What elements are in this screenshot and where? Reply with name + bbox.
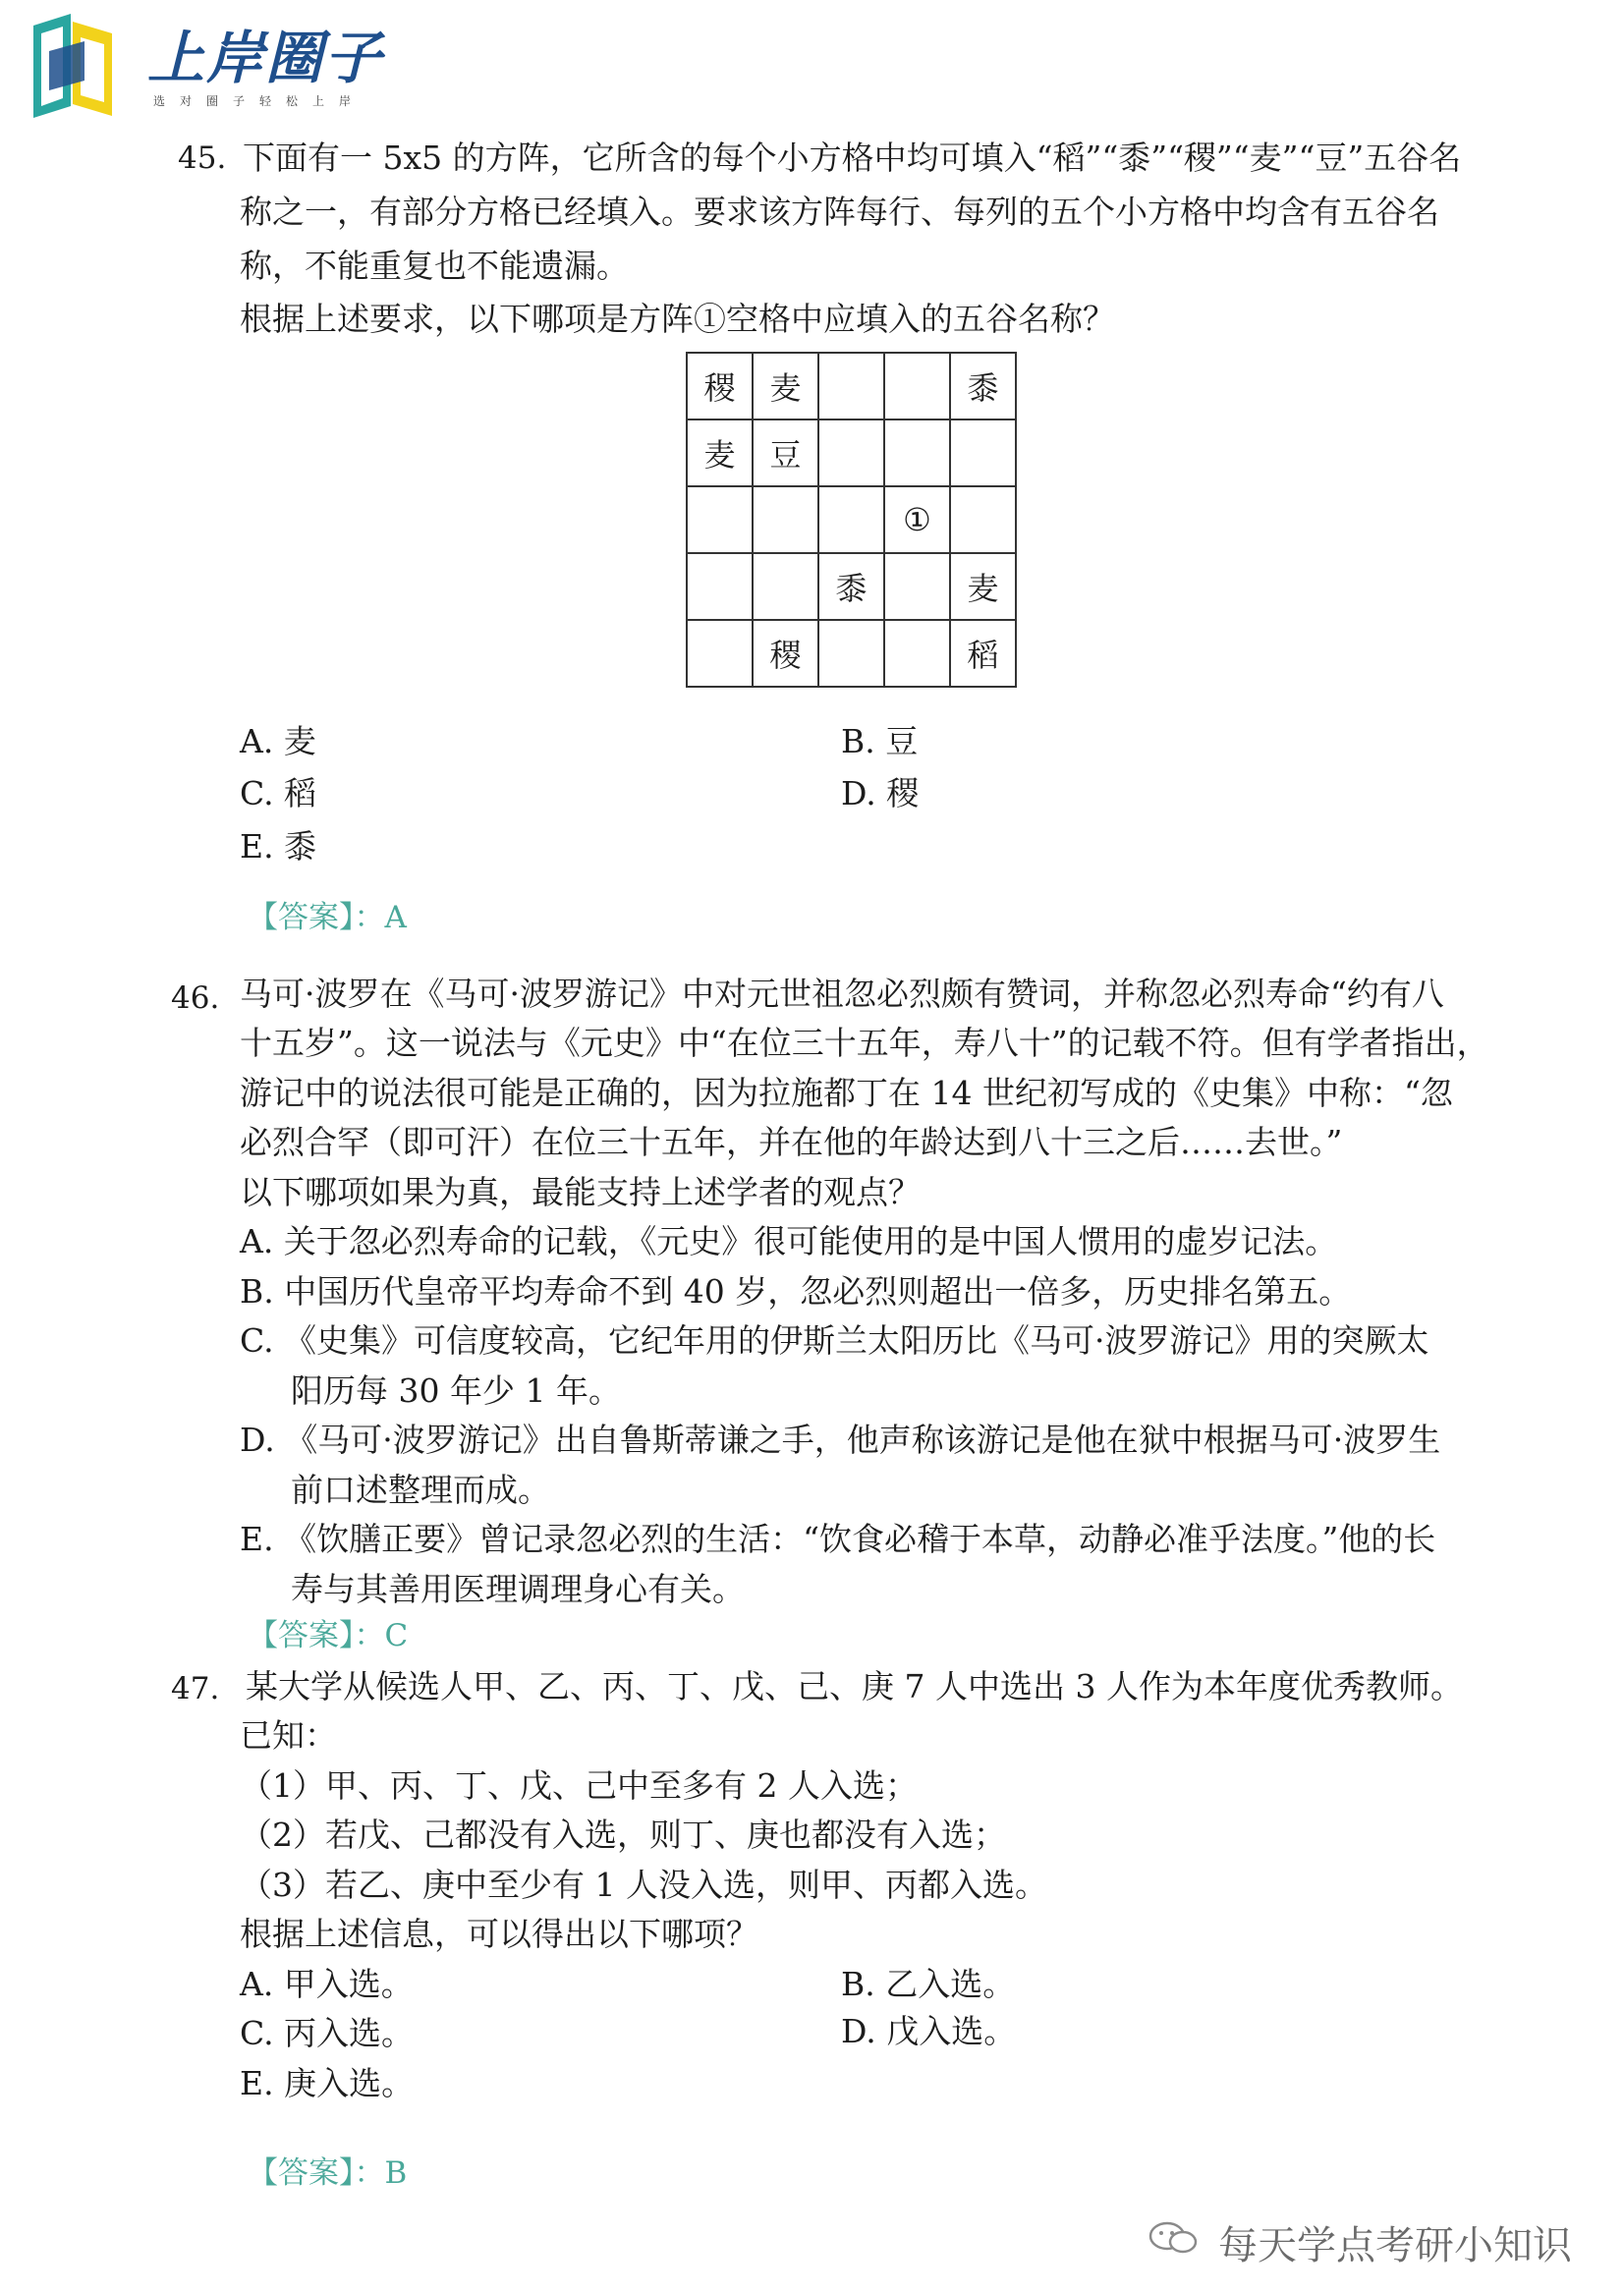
grid-row [687,553,1016,620]
q47-option-e: E. 庚入选。 [240,2064,415,2102]
q45-prompt: 根据上述要求，以下哪项是方阵①空格中应填入的五谷名称？ [240,300,1115,338]
grid-cell: 黍 [818,553,884,620]
grid-cell [687,620,753,687]
q46-option-e: E. 《饮膳正要》曾记录忽必烈的生活：“饮食必稽于本草，动静必准乎法度。”他的长 [240,1520,1436,1558]
answer-label: 【答案】： [248,1618,385,1653]
q46-option-b: B. 中国历代皇帝平均寿命不到 40 岁，忽必烈则超出一倍多，历史排名第五。 [240,1272,1352,1311]
grid-cell: 稷 [753,620,818,687]
q47-option-b: B. 乙入选。 [841,1965,1016,2003]
q47-option-c: C. 丙入选。 [240,2014,415,2052]
q46-line: 马可·波罗在《马可·波罗游记》中对元世祖忽必烈颇有赞词，并称忽必烈寿命“约有八 [240,975,1444,1013]
answer-value: B [384,2155,408,2191]
grid-cell: 豆 [753,419,818,486]
q47-prompt: 根据上述信息，可以得出以下哪项？ [240,1915,758,1953]
q47-answer [248,2153,407,2193]
grid-row [687,486,1016,553]
q46-prompt: 以下哪项如果为真，最能支持上述学者的观点？ [240,1173,921,1211]
grid-cell: 稷 [687,353,753,419]
grid-cell: 麦 [687,419,753,486]
wechat-icon [1146,2218,1204,2258]
grid-cell [884,553,950,620]
q46-line: 游记中的说法很可能是正确的，因为拉施都丁在 14 世纪初写成的《史集》中称：“忽 [240,1074,1453,1112]
q47-line: 已知： [240,1716,337,1755]
q45-answer [248,898,407,937]
logo-mark-icon [14,12,120,122]
q46-option-e-cont: 寿与其善用医理调理身心有关。 [291,1570,745,1608]
grid-cell-target: ① [884,486,950,553]
grid-cell [687,553,753,620]
q47-option-d: D. 戊入选。 [841,2012,1017,2050]
q47-line: 某大学从候选人甲、乙、丙、丁、戊、己、庚 7 人中选出 3 人作为本年度优秀教师。 [246,1667,1463,1705]
question-number-45: 45. [178,140,227,176]
question-number-47: 47. [171,1671,220,1706]
q46-answer [248,1616,408,1655]
grid-cell [687,486,753,553]
q46-option-c: C. 《史集》可信度较高，它纪年用的伊斯兰太阳历比《马可·波罗游记》用的突厥太 [240,1321,1429,1360]
grid-cell [950,419,1016,486]
q45-line: 下面有一 5x5 的方阵，它所含的每个小方格中均可填入“稻”“黍”“稷”“麦”“豆”五谷名 [243,139,1462,177]
q47-condition: （1）甲、丙、丁、戊、己中至多有 2 人入选； [240,1766,918,1805]
grid-cell: 稻 [950,620,1016,687]
q46-line: 十五岁”。这一说法与《元史》中“在位三十五年，寿八十”的记载不符。但有学者指出， [240,1024,1489,1062]
grid-cell: 麦 [753,353,818,419]
grid-cell [884,419,950,486]
q46-line: 必烈合罕（即可汗）在位三十五年，并在他的年龄达到八十三之后……去世。” [240,1123,1343,1161]
question-number-46: 46. [171,980,220,1016]
grid-cell [950,486,1016,553]
grid-cell [818,419,884,486]
grid-cell: 黍 [950,353,1016,419]
grid-cell [818,620,884,687]
grid-cell [884,353,950,419]
grid-cell [818,486,884,553]
q45-option-c: C. 稻 [240,774,317,812]
grid-row [687,419,1016,486]
grain-grid [686,352,1017,688]
q45-line: 称之一，有部分方格已经填入。要求该方阵每行、每列的五个小方格中均含有五谷名 [240,193,1439,231]
answer-label: 【答案】： [248,2155,385,2191]
grid-cell: 麦 [950,553,1016,620]
answer-label: 【答案】： [248,900,385,935]
q47-condition: （3）若乙、庚中至少有 1 人没入选，则甲、丙都入选。 [240,1866,1047,1904]
answer-value: C [384,1618,409,1653]
watermark-text: 每天学点考研小知识 [1218,2223,1572,2268]
q47-option-a: A. 甲入选。 [240,1965,414,2003]
grid-cell [818,353,884,419]
grid-cell [884,620,950,687]
q45-line: 称，不能重复也不能遗漏。 [240,247,629,285]
logo-slogan: 选对圈子轻松上岸 [153,94,366,108]
grid-cell [753,486,818,553]
grid-row [687,353,1016,419]
q45-option-d: D. 稷 [841,774,920,812]
q45-option-e: E. 黍 [240,827,317,866]
q46-option-c-cont: 阳历每 30 年少 1 年。 [291,1371,621,1410]
answer-value: A [384,900,407,935]
q46-option-d: D. 《马可·波罗游记》出自鲁斯蒂谦之手，他声称该游记是他在狱中根据马可·波罗生 [240,1421,1441,1459]
q46-option-d-cont: 前口述整理而成。 [291,1471,550,1509]
q47-condition: （2）若戊、己都没有入选，则丁、庚也都没有入选； [240,1816,1006,1854]
grid-cell [753,553,818,620]
grid-row [687,620,1016,687]
logo-title: 上岸圈子 [147,25,384,91]
q45-option-a: A. 麦 [240,722,316,760]
q46-option-a: A. 关于忽必烈寿命的记载，《元史》很可能使用的是中国人惯用的虚岁记法。 [240,1222,1338,1260]
q45-option-b: B. 豆 [841,722,919,760]
